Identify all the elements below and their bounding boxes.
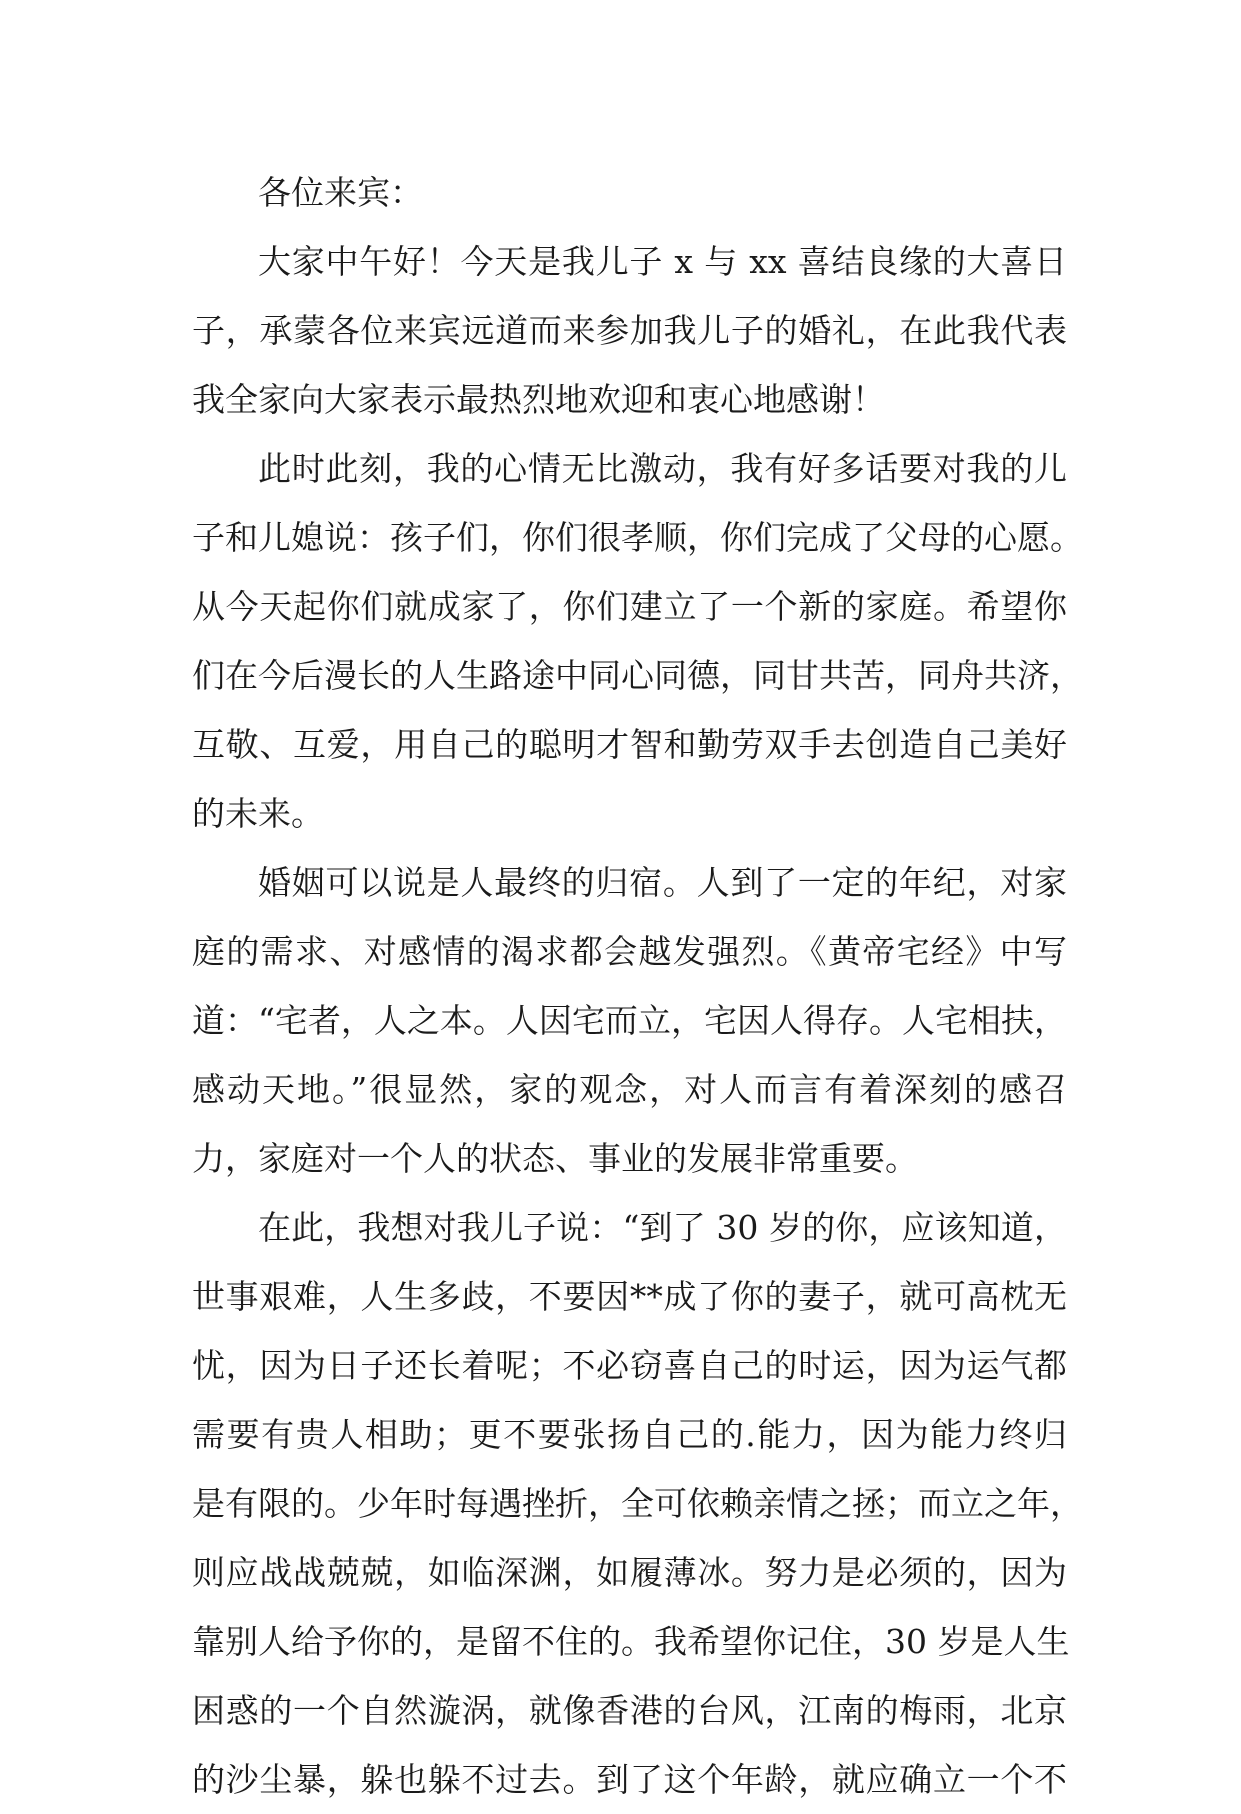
document-body (192, 158, 1083, 1814)
text-line: 大家中午好！今天是我儿子 x 与 xx 喜结良缘的大喜日 (258, 242, 1067, 281)
text-line: 的未来。 (192, 794, 324, 833)
text-line: 各位来宾： (258, 173, 423, 212)
text-line: 世事艰难，人生多歧，不要因**成了你的妻子，就可高枕无 (192, 1277, 1067, 1316)
text-line: 在此，我想对我儿子说：“到了 30 岁的你，应该知道， (258, 1208, 1067, 1247)
text-line: 靠别人给予你的，是留不住的。我希望你记住，30 岁是人生 (192, 1622, 1070, 1661)
text-line: 感动天地。”很显然，家的观念，对人而言有着深刻的感召 (192, 1070, 1067, 1109)
text-line: 忧，因为日子还长着呢；不必窃喜自己的时运，因为运气都 (192, 1346, 1067, 1385)
text-line: 的沙尘暴，躲也躲不过去。到了这个年龄，就应确立一个不 (192, 1760, 1067, 1799)
text-line: 则应战战兢兢，如临深渊，如履薄冰。努力是必须的，因为 (192, 1553, 1067, 1592)
text-line: 子，承蒙各位来宾远道而来参加我儿子的婚礼，在此我代表 (192, 311, 1067, 350)
text-line: 我全家向大家表示最热烈地欢迎和衷心地感谢！ (192, 380, 885, 419)
paragraph-to-children (192, 434, 1083, 848)
paragraph-marriage (192, 848, 1067, 1193)
text-line: 婚姻可以说是人最终的归宿。人到了一定的年纪，对家 (258, 863, 1067, 902)
paragraph-welcome (192, 227, 1067, 434)
text-line: 们在今后漫长的人生路途中同心同德，同甘共苦，同舟共济， (192, 656, 1083, 695)
paragraph-salutation (192, 158, 1067, 227)
paragraph-to-son (192, 1193, 1083, 1814)
text-line: 互敬、互爱，用自己的聪明才智和勤劳双手去创造自己美好 (192, 725, 1067, 764)
text-line: 是有限的。少年时每遇挫折，全可依赖亲情之拯；而立之年， (192, 1484, 1083, 1523)
text-line: 庭的需求、对感情的渴求都会越发强烈。《黄帝宅经》中写 (192, 932, 1067, 971)
text-line: 需要有贵人相助；更不要张扬自己的.能力，因为能力终归 (192, 1415, 1067, 1454)
text-line: 此时此刻，我的心情无比激动，我有好多话要对我的儿 (258, 449, 1067, 488)
text-line: 子和儿媳说：孩子们，你们很孝顺，你们完成了父母的心愿。 (192, 518, 1083, 557)
text-line: 困惑的一个自然漩涡，就像香港的台风，江南的梅雨，北京 (192, 1691, 1067, 1730)
text-line: 道：“宅者，人之本。人因宅而立，宅因人得存。人宅相扶， (192, 1001, 1067, 1040)
text-line: 从今天起你们就成家了，你们建立了一个新的家庭。希望你 (192, 587, 1067, 626)
text-line: 力，家庭对一个人的状态、事业的发展非常重要。 (192, 1139, 918, 1178)
